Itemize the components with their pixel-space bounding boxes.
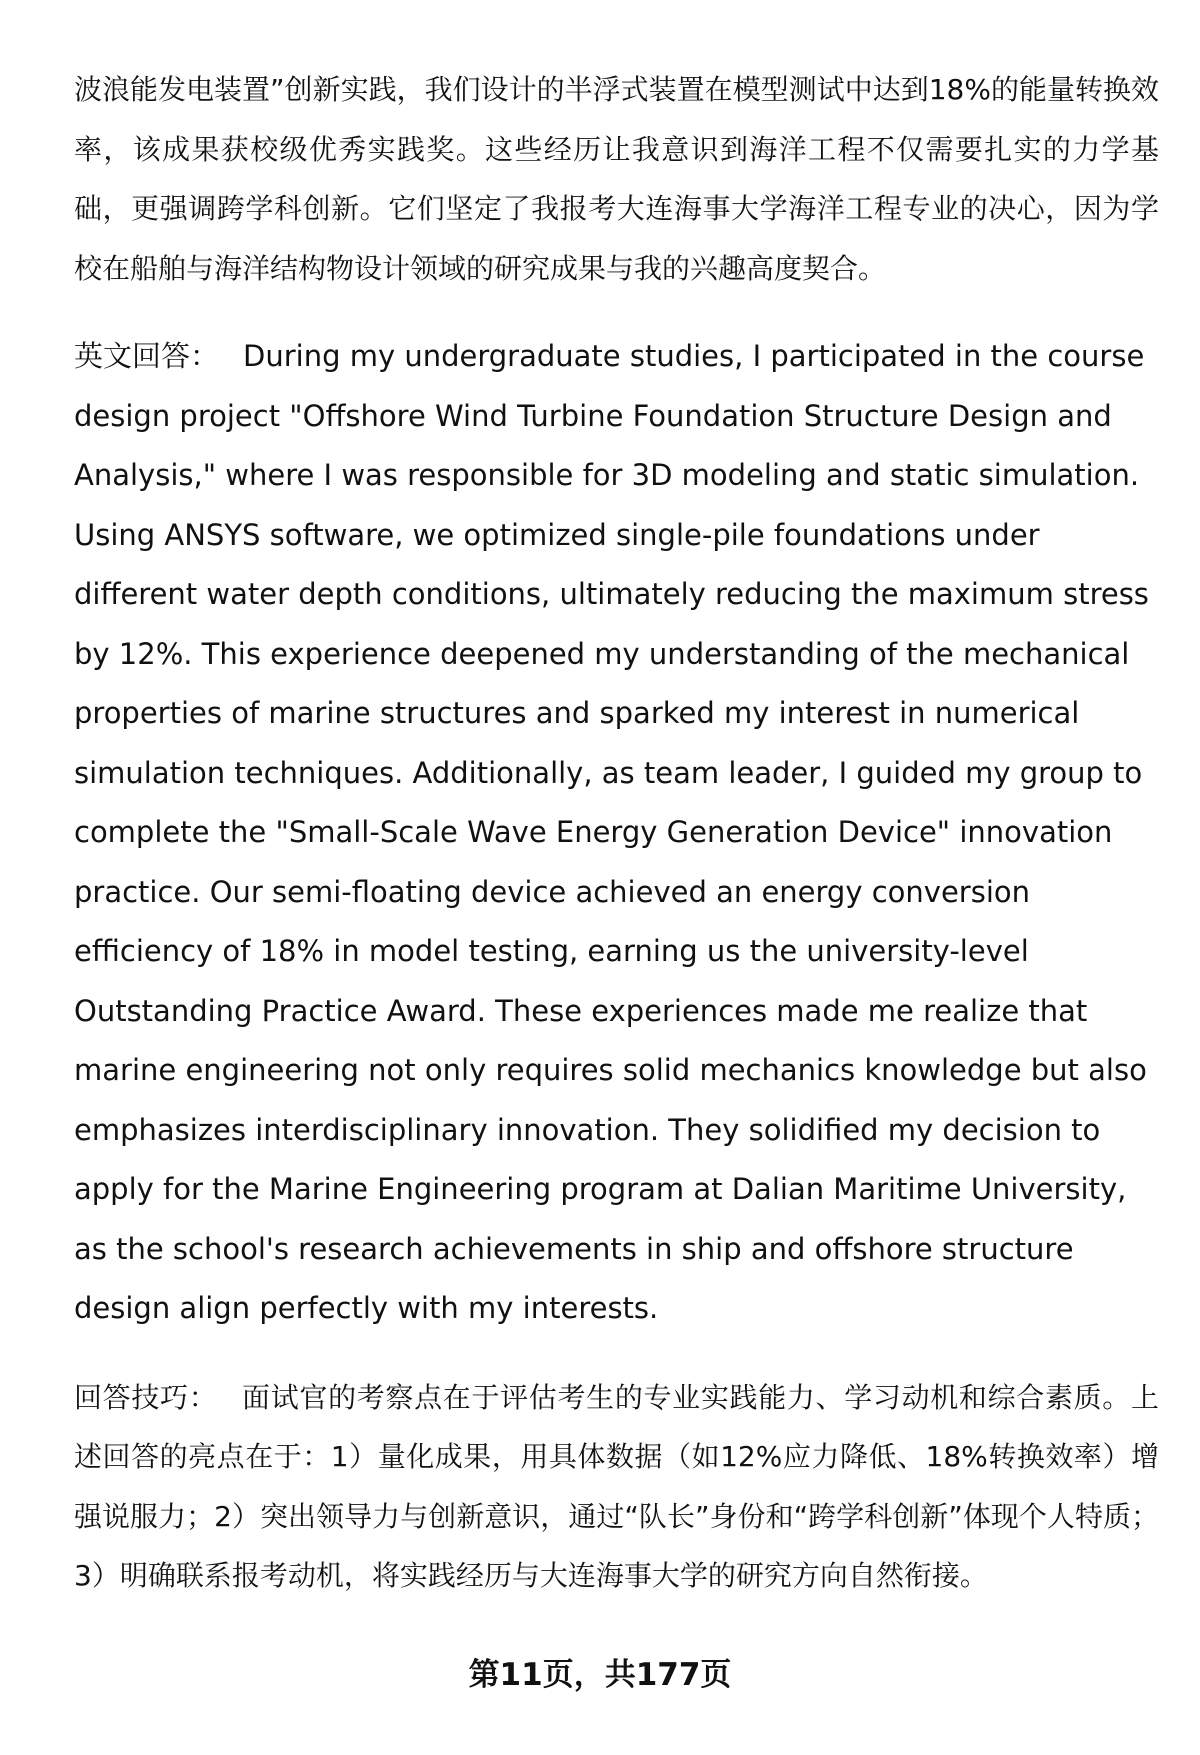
document-body [74,60,1159,1635]
page-number-footer: 第11页，共177页 [468,1657,732,1693]
answer-tips-label: 回答技巧： [74,1380,218,1414]
paragraph-english-answer [74,327,1159,1339]
paragraph-text: 波浪能发电装置”创新实践，我们设计的半浮式装置在模型测试中达到18%的能量转换效率，该成果获校级优秀实践奖。这些经历让我意识到海洋工程不仅需要扎实的力学基础，更强调跨学科创新。它们坚定了我报考大连海事大学海洋工程专业的决心，因为学校在船舶与海洋结构物设计领域的研究成果与我的兴趣高度契合。 [74,73,1159,285]
english-answer-label: 英文回答： [74,339,220,373]
paragraph-text: 面试官的考察点在于评估考生的专业实践能力、学习动机和综合素质。上述回答的亮点在于：1）量化成果，用具体数据（如12%应力降低、18%转换效率）增强说服力；2）突出领导力与创新意识，通过“队长”身份和“跨学科创新”体现个人特质；3）明确联系报考动机，将实践经历与大连海事大学的研究方向自然衔接。 [74,1380,1159,1592]
paragraph-answer-tips [74,1368,1159,1606]
paragraph-chinese-answer-continuation [74,60,1159,298]
paragraph-text: During my undergraduate studies, I participated in the course design project "Offshore Wind Turbine Foundation Structure Design and Analysis," where I was responsible for 3D modeling and static simulation. Using ANSYS software, we optimized single-pile foundations under different water depth conditions, ultimately reducing the maximum stress by 12%. This experience deepened my understanding of the mechanical properties of marine structures and sparked my interest in numerical simulation techniques. Additionally, as team leader, I guided my group to complete the "Small-Scale Wave Energy Generation Device" innovation practice. Our semi-floating device achieved an energy conversion efficiency of 18% in model testing, earning us the university-level Outstanding Practice Award. These experiences made me realize that marine engineering not only requires solid mechanics knowledge but also emphasizes interdisciplinary innovation. They solidified my decision to apply for the Marine Engineering program at Dalian Maritime University, as the school's research achievements in ship and offshore structure design align perfectly with my interests. [74,339,1149,1325]
